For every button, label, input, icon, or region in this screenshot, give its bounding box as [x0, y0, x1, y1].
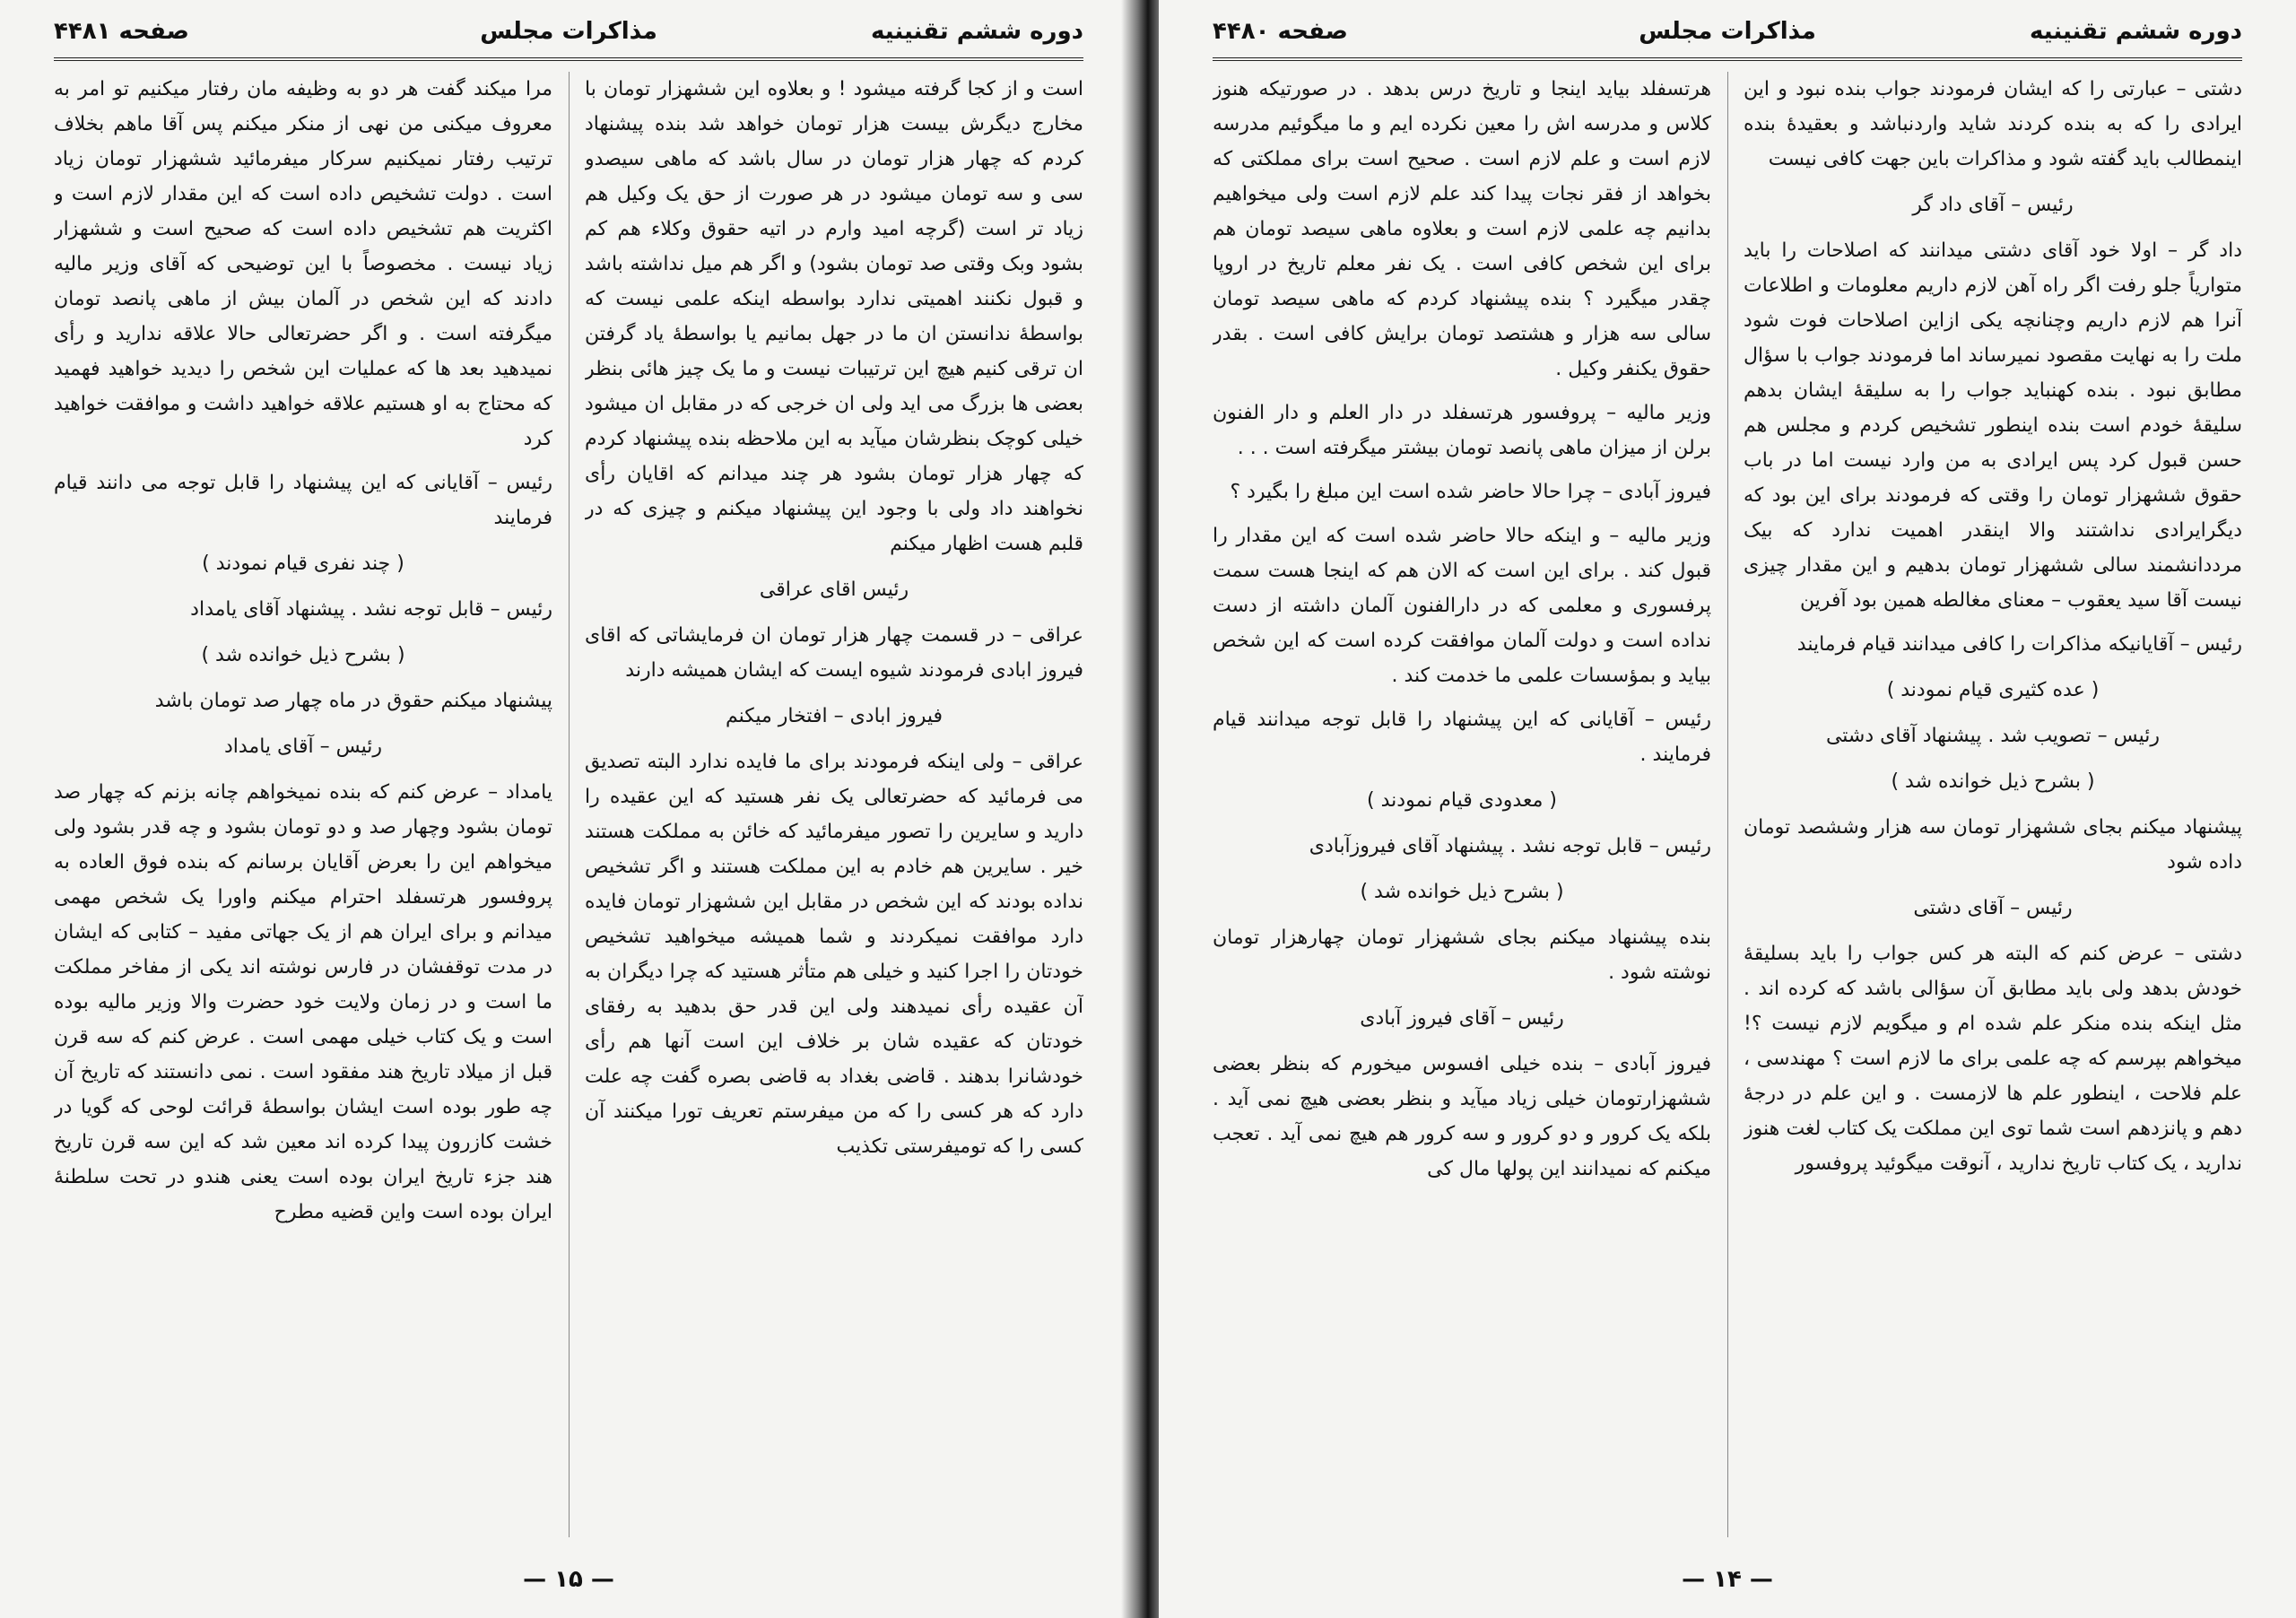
paragraph: ( چند نفری قیام نمودند )	[202, 552, 404, 575]
paragraph: یامداد – عرض کنم که بنده نمیخواهم چانه بزنم که چهار صد تومان بشود وچهار صد و دو تومان بشود و چه قدر بشود ولی میخواهم این را بعرض آقایان برسانم که بنده فوق العاده به پروفسور هرتسفلد احترام میکنم واورا یک شخص مهمی میدانم و برای ایران هم از یک جهاتی مفید – کتابی که ایشان در مدت توقفشان در فارس نوشته اند یکی از مفاخر مملکت ما است و در زمان ولایت خود حضرت والا وزیر مالیه بوده است و یک کتاب خیلی مهمی است . عرض کنم که سه قرن قبل از میلاد تاریخ هند مفقود است . نمی دانستند که تاریخ آن چه طور بوده است ایشان بواسطهٔ قرائت لوحی که گویا در خشت کازرون پیدا کرده اند معین شد که این سه قرن تاریخ هند جزء تاریخ ایران بوده است یعنی هندو در تحت سلطنهٔ ایران بوده است واین قضیه مطرح	[54, 781, 552, 1223]
paragraph: رئیس – آقایانیکه مذاکرات را کافی میدانند قیام فرمایند	[1796, 633, 2242, 656]
paragraph: رئیس – آقای داد گر	[1912, 194, 2074, 216]
left-page-title: مذاکرات مجلس	[480, 18, 657, 45]
paragraph: فیروز ابادی – افتخار میکنم	[725, 705, 944, 727]
right-page-header	[1213, 11, 2242, 61]
paragraph: هرتسفلد بیاید اینجا و تاریخ درس بدهد . در صورتیکه هنوز کلاس و مدرسه اش را معین نکرده ایم و ما میگوئیم مدرسه لازم است و علم لازم است . صحیح است برای مملکتی که بخواهد از فقر نجات پیدا کند علم لازم است ولی میخواهیم بدانیم چه علمی لازم است و بعلاوه ماهی سیصد تومان هم برای این شخص کافی است . یک نفر معلم تاریخ در اروپا چقدر میگیرد ؟ بنده پیشنهاد کردم که ماهی سیصد تومان سالی سه هزار و هشتصد تومان برایش کافی است . بقدر حقوق یکنفر وکیل .	[1213, 78, 1711, 380]
paragraph: رئیس – تصویب شد . پیشنهاد آقای دشتی	[1825, 725, 2161, 747]
paragraph: فیروز آبادی – چرا حالا حاضر شده است این مبلغ را بگیرد ؟	[1230, 481, 1711, 503]
left-page-columns	[54, 72, 1083, 1537]
paragraph: وزیر مالیه – و اینکه حالا حاضر شده است که این مقدار را قبول کند . برای این است که الان هم که اینجا هست سمت پرفسوری و معلمی که در دارالفنون آلمان داشته از دست نداده است و دولت آلمان موافقت کرده است که این شخص بیاید و بمؤسسات علمی ما خدمت کند .	[1213, 525, 1711, 687]
right-page-column-2	[1213, 72, 1711, 1537]
right-session-label: دوره ششم تقنینیه	[2029, 18, 2242, 45]
left-page-column-2	[54, 72, 552, 1537]
right-page-title: مذاکرات مجلس	[1639, 18, 1816, 45]
right-page	[1159, 0, 2296, 1618]
paragraph: رئیس – آقای دشتی	[1913, 897, 2073, 919]
paragraph: دشتی – عرض کنم که البته هر کس جواب را باید بسلیقهٔ خودش بدهد ولی باید مطابق آن سؤالی باشد که کرده اند . مثل اینکه بنده منکر علم شده ام و میگویم لازم نیست ؟! میخواهم بپرسم که چه علمی برای ما لازم است ؟ مهندسی ، علم فلاحت ، اینطور علم ها لازمست . و این علم در درجهٔ دهم و پانزدهم است شما توی این مملکت یک کتاب لغت هنوز ندارید ، یک کتاب تاریخ ندارید ، آنوقت میگوئید پروفسور	[1744, 943, 2242, 1175]
paragraph: رئیس – قابل توجه نشد . پیشنهاد آقای فیروزآبادی	[1309, 835, 1711, 857]
left-session-label: دوره ششم تقنینیه	[870, 18, 1083, 45]
paragraph: رئیس – آقای یامداد	[223, 735, 383, 758]
paragraph: مرا میکند گفت هر دو به وظیفه مان رفتار میکنیم تو امر به معروف میکنی من نهی از منکر میکنم پس آقا ماهم بخلاف ترتیب رفتار نمیکنیم سرکار میفرمائید ششهزار تومان زیاد است . دولت تشخیص داده است که این مقدار لازم است و اکثریت هم تشخیص داده است که صحیح است و ششهزار زیاد نیست . مخصوصاً با این توضیحی که آقای وزیر مالیه دادند که این شخص در آلمان بیش از ماهی پانصد تومان میگرفته است . و اگر حضرتعالی حالا علاقه ندارید و رأی نمیدهید بعد ها که عملیات این شخص را دیدید خواهید فهمید که محتاج به او هستیم علاقه خواهید داشت و موافقت خواهید کرد	[54, 78, 552, 450]
right-page-columns	[1213, 72, 2242, 1537]
paragraph: رئیس – آقایانی که این پیشنهاد را قابل توجه میدانند قیام فرمایند .	[1213, 709, 1711, 766]
paragraph: وزیر مالیه – پروفسور هرتسفلد در دار العلم و دار الفنون برلن از میزان ماهی پانصد تومان بیشتر میگرفته است . . .	[1213, 402, 1711, 459]
paragraph: داد گر – اولا خود آقای دشتی میدانند که اصلاحات را باید متواریاً جلو رفت اگر راه آهن لازم داریم معلومات و اطلاعات آنرا هم لازم داریم وچنانچه یکی ازاین اصلاحات فوت شود ملت را به نهایت مقصود نمیرساند اما فرمودند جواب با سؤال مطابق نبود . بنده کهنباید جواب را به سلیقهٔ ایشان بدهم سلیقهٔ خودم است بنده اینطور تشخیص کردم و مجلس هم حسن قبول کرد پس ایرادی به من وارد نیست اما در باب حقوق ششهزار تومان را وقتی که فرمودند برای این بود که دیگرایرادی نداشتند والا اینقدر اهمیت ندارد که بیک مرددانشمند سالی ششهزار تومان بدهیم و این مقدار چیزی نیست آقا سید یعقوب – معنای مغالطه همین بود آفرین	[1744, 239, 2242, 612]
left-page-footer-number: — ۱۵ —	[523, 1566, 614, 1593]
right-page-number: صفحه ۴۴۸۰	[1213, 18, 1348, 45]
right-page-footer-number: — ۱۴ —	[1682, 1566, 1773, 1593]
paragraph: پیشنهاد میکنم بجای ششهزار تومان سه هزار وششصد تومان داده شود	[1744, 816, 2242, 874]
left-page-header	[54, 11, 1083, 61]
paragraph: ( معدودی قیام نمودند )	[1367, 789, 1557, 812]
paragraph: رئیس – آقای فیروز آبادی	[1360, 1007, 1564, 1030]
paragraph: ( بشرح ذیل خوانده شد )	[1360, 881, 1564, 903]
paragraph: رئیس اقای عراقی	[759, 578, 909, 601]
paragraph: بنده پیشنهاد میکنم بجای ششهزار تومان چهارهزار تومان نوشته شود .	[1213, 926, 1711, 984]
paragraph: رئیس – آقایانی که این پیشنهاد را قابل توجه می دانند قیام فرمایند	[54, 472, 552, 529]
right-page-column-1	[1744, 72, 2242, 1537]
paragraph: عراقی – ولی اینکه فرمودند برای ما فایده ندارد البته تصدیق می فرمائید که حضرتعالی یک نفر هستید که این عقیده را دارید و سایرین را تصور میفرمائید که خائن به مملکت هستند خیر . سایرین هم خادم به این مملکت هستند و اگر تشخیص نداده بودند که این شخص در مقابل این ششهزار تومان فایده دارد موافقت نمیکردند و شما همیشه میخواهید تشخیص خودتان را اجرا کنید و خیلی هم متأثر هستید که چرا دیگران به آن عقیده رأی نمیدهند ولی این قدر حق بدهید به رفقای خودتان که عقیده شان بر خلاف این است آنها هم رأی خودشانرا بدهند . قاضی بغداد به قاضی بصره گفت چه علت دارد که هر کسی را که من میفرستم تعریف تورا میکنند آن کسی را که تومیفرستی تکذیب	[585, 751, 1083, 1158]
paragraph: ( بشرح ذیل خوانده شد )	[201, 644, 405, 666]
paragraph: عراقی – در قسمت چهار هزار تومان ان فرمایشاتی که اقای فیروز ابادی فرمودند شیوه ایست که ایشان همیشه دارند	[585, 624, 1083, 682]
paragraph: دشتی – عبارتی را که ایشان فرمودند جواب بنده نبود و این ایرادی را که به بنده کردند شاید واردنباشد و بعقیدهٔ بنده اینمطالب باید گفته شود و مذاکرات باین جهت کافی نیست	[1744, 78, 2242, 170]
paragraph: است و از کجا گرفته میشود ! و بعلاوه این ششهزار تومان با مخارج دیگرش بیست هزار تومان خواهد شد بنده پیشنهاد کردم که چهار هزار تومان در سال باشد که ماهی سیصدو سی و سه تومان میشود در هر صورت از حق یک وکیل هم زیاد تر است (گرچه امید وارم در اتیه حقوق وکلاء هم کم بشود وبک وقتی صد تومان بشود) و اگر هم میل نداشته باشد و قبول نکنند اهمیتی ندارد بواسطه اینکه علمی نیست که بواسطهٔ ندانستن ان ما در جهل بمانیم یا بواسطهٔ یاد گرفتن ان ترقی کنیم هیچ این ترتیبات نیست و ما یک چیز هائی بنظر بعضی ها بزرگ می اید ولی ان خرجی که در مقابل ان میشود خیلی کوچک بنظرشان میآید به این ملاحظه بنده پیشنهاد کردم که چهار هزار تومان بشود هر چند میدانم که اقایان رأی نخواهند داد ولی با وجود این پیشنهاد میکنم و چیزی که در قلبم هست اظهار میکنم	[585, 78, 1083, 555]
paragraph: فیروز آبادی – بنده خیلی افسوس میخورم که بنظر بعضی ششهزارتومان خیلی زیاد میآید و بنظر بعضی هیچ نمی آید . بلکه یک کرور و دو کرور و سه کرور هم هیچ نمی آید . تعجب میکنم که نمیدانند این پولها مال کی	[1213, 1053, 1711, 1180]
left-page	[0, 0, 1137, 1618]
left-page-column-1	[585, 72, 1083, 1537]
paragraph: رئیس – قابل توجه نشد . پیشنهاد آقای یامداد	[190, 598, 552, 621]
paragraph: پیشنهاد میکنم حقوق در ماه چهار صد تومان باشد	[154, 690, 552, 712]
paragraph: ( بشرح ذیل خوانده شد )	[1891, 770, 2095, 793]
left-page-number: صفحه ۴۴۸۱	[54, 18, 189, 45]
paragraph: ( عده کثیری قیام نمودند )	[1886, 679, 2100, 701]
